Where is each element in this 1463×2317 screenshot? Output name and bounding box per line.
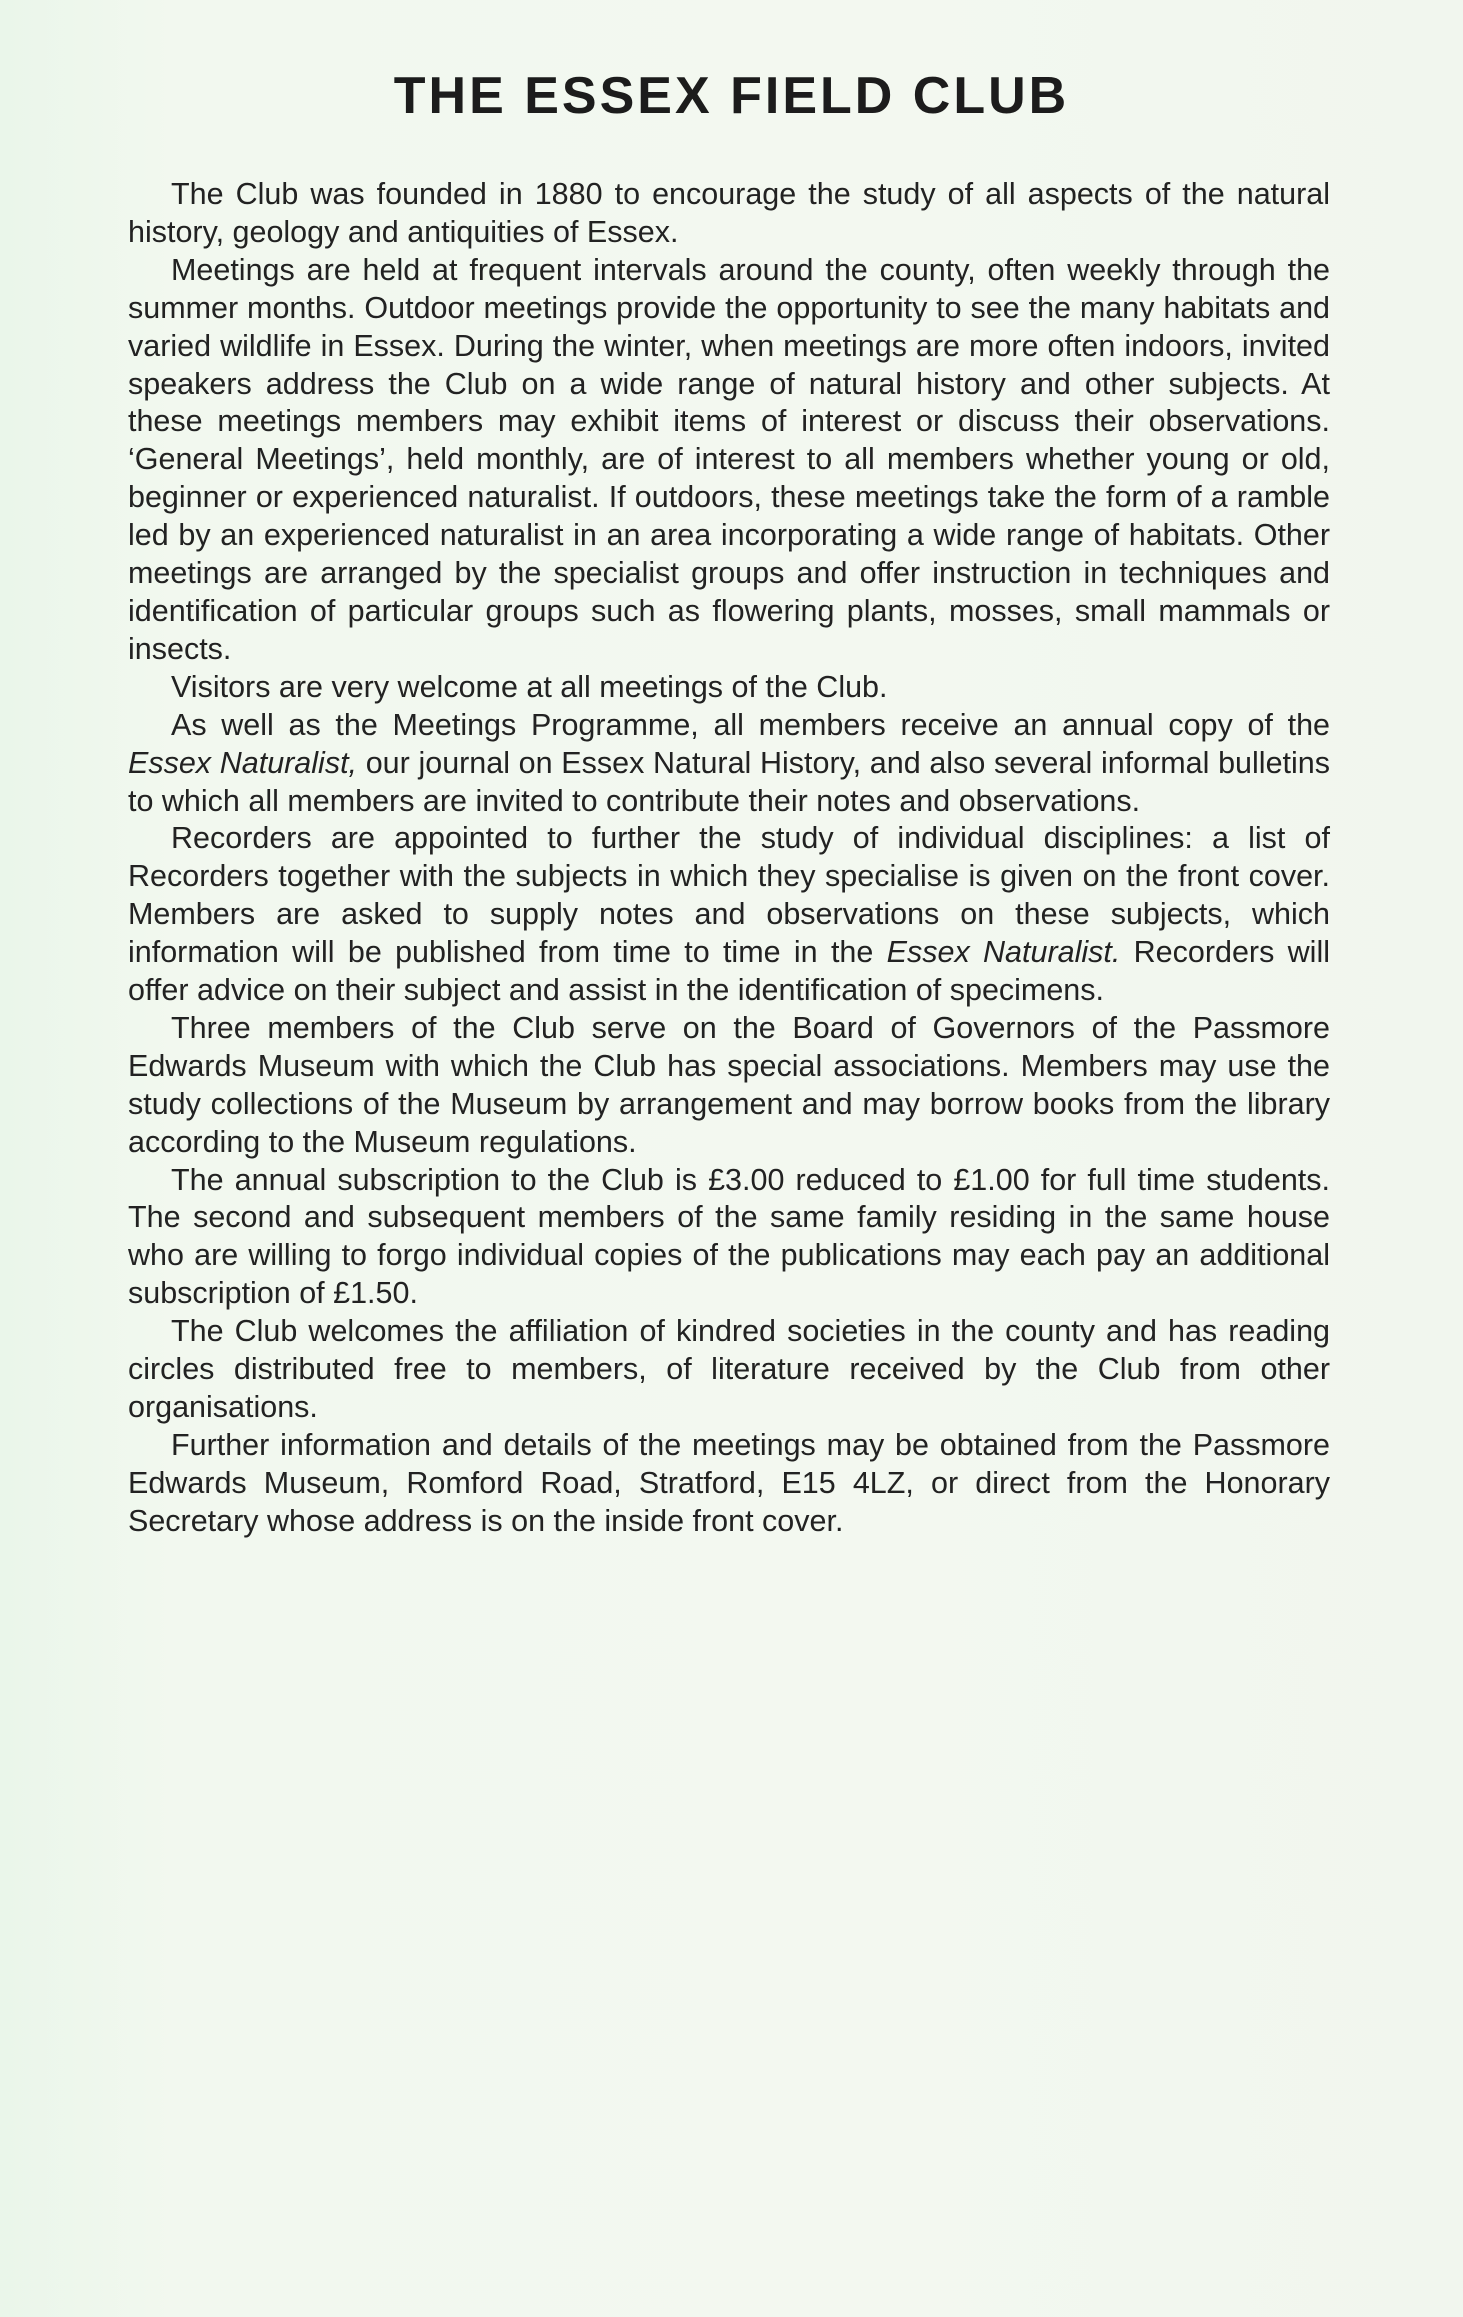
- paragraph-further-information: Further information and details of the meetings may be obtained from the Passmore Edwards Museum, Romford Road, Stratford, E15 4LZ, or direct from the Honorary Secretary whose address is on the inside front cover.: [128, 1427, 1330, 1538]
- paragraph-publications-text-a: As well as the Meetings Programme, all members receive an annual copy of the: [171, 707, 1330, 742]
- journal-title-italic: Essex Naturalist,: [128, 745, 358, 780]
- paragraph-recorders: [128, 820, 1330, 1010]
- paragraph-museum: Three members of the Club serve on the Board of Governors of the Passmore Edwards Museum with which the Club has special associations. Members may use the study collections of the Museum by arrangement and may borrow books from the library according to the Museum regulations.: [128, 1010, 1330, 1159]
- page-title: THE ESSEX FIELD CLUB: [393, 67, 1070, 125]
- paragraph-meetings: Meetings are held at frequent intervals around the county, often weekly through the summer months. Outdoor meetings provide the opportunity to see the many habitats and varied wildlife in Essex. During the winter, when meetings are more often indoors, invited speakers address the Club on a wide range of natural history and other subjects. At these meetings members may exhibit items of interest or discuss their observations. ‘General Meetings’, held monthly, are of interest to all members whether young or old, beginner or experienced naturalist. If outdoors, these meetings take the form of a ramble led by an experienced naturalist in an area incorporating a wide range of habitats. Other meetings are arranged by the specialist groups and offer instruction in techniques and identification of particular groups such as flowering plants, mosses, small mammals or insects.: [128, 252, 1330, 666]
- journal-title-italic-2: Essex Naturalist.: [886, 935, 1121, 970]
- paragraph-publications-text-b: our journal on Essex Natural History, and also several informal bulletins to which all members are invited to contribute their notes and observations.: [128, 745, 1330, 818]
- paragraph-affiliation: The Club welcomes the affiliation of kindred societies in the county and has reading circles distributed free to members, of literature received by the Club from other organisations.: [128, 1314, 1330, 1424]
- paragraph-visitors: Visitors are very welcome at all meetings of the Club.: [171, 669, 888, 704]
- body-text: [128, 176, 1330, 1541]
- paragraph-subscription: The annual subscription to the Club is £3.00 reduced to £1.00 for full time students. The second and subsequent members of the same family residing in the same house who are willing to forgo individual copies of the publications may each pay an additional subscription of £1.50.: [128, 1162, 1330, 1311]
- paragraph-publications: [128, 707, 1330, 821]
- paragraph-recorders-text-a: Recorders are appointed to further the study of individual disciplines: a list of Recorders together with the subjects in which they specialise is given on the front cover. Members are asked to supply notes and observations on these subjects, which information will be published from time to time in the: [128, 821, 1330, 970]
- paragraph-founding: The Club was founded in 1880 to encourage the study of all aspects of the natural history, geology and antiquities of Essex.: [128, 177, 1330, 249]
- paragraph-recorders-text-b: Recorders will offer advice on their subject and assist in the identification of specimens.: [128, 935, 1330, 1008]
